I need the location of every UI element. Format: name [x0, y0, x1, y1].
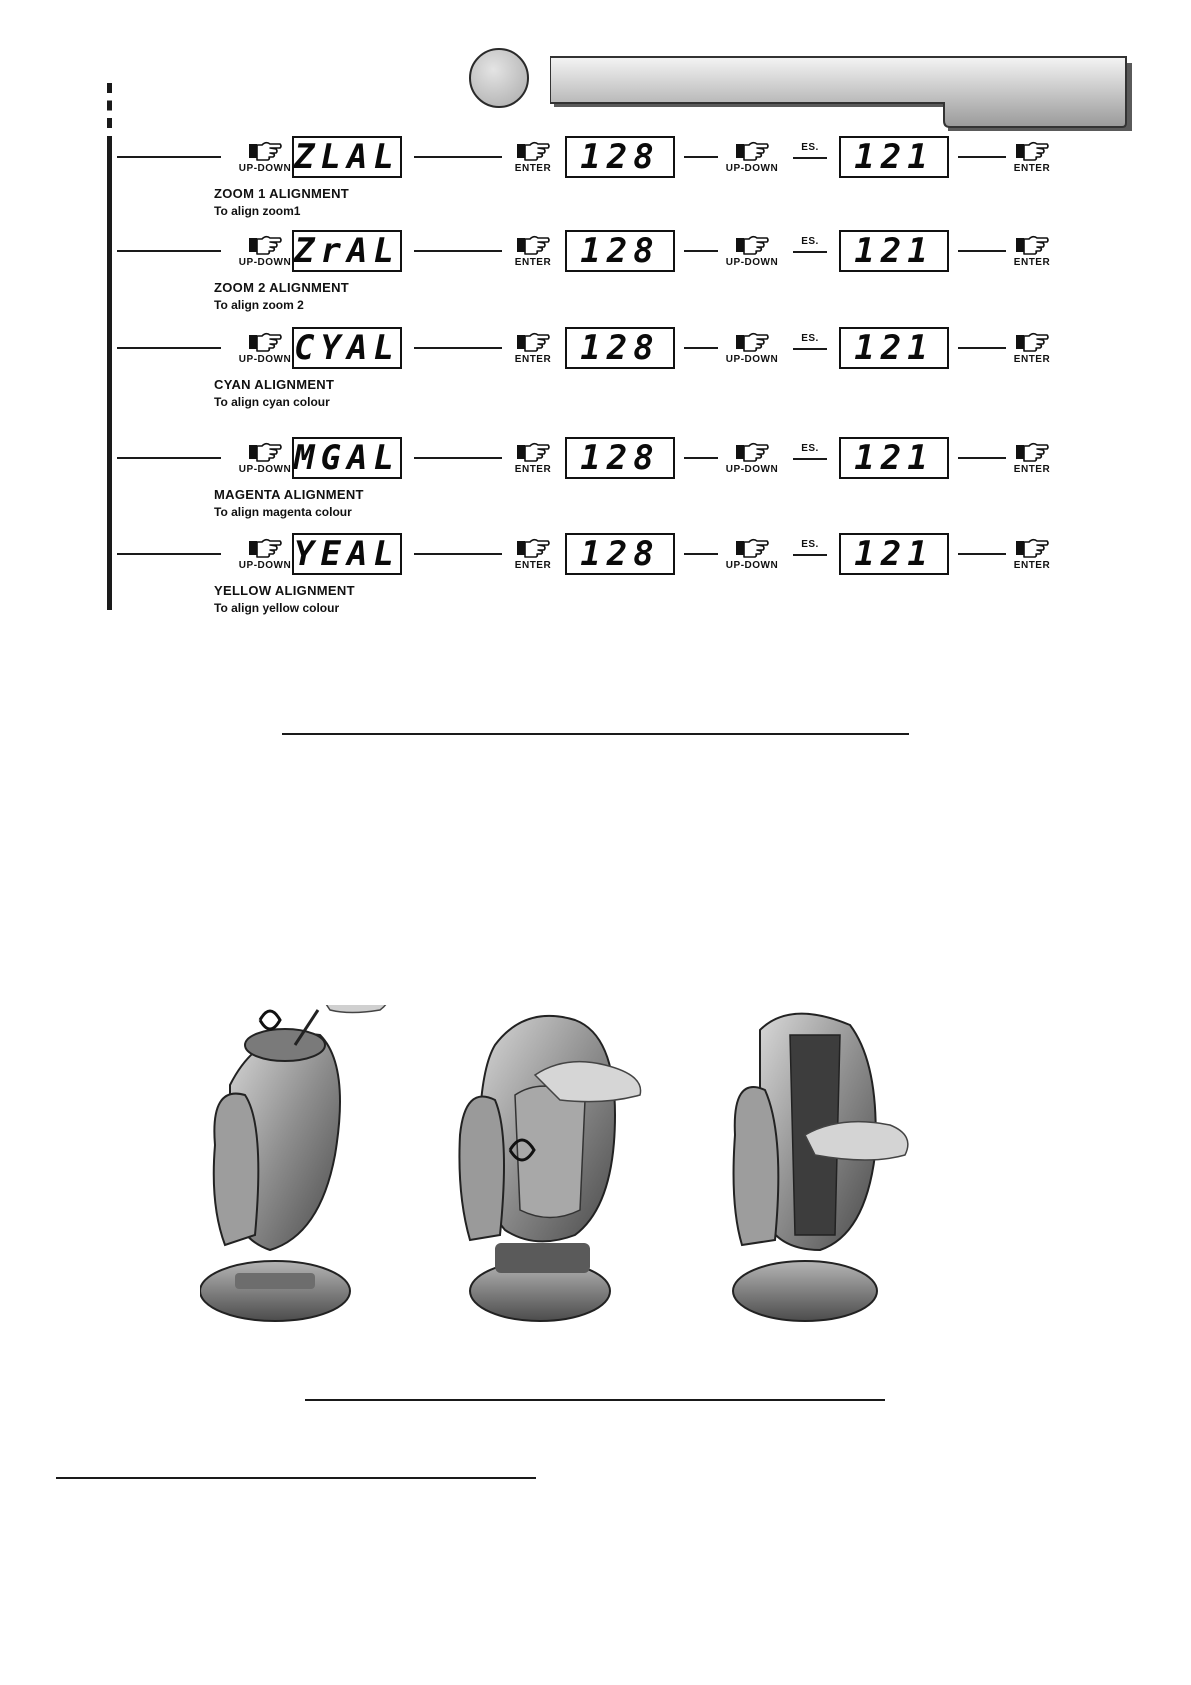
flow-connector	[414, 457, 502, 459]
key-label: ENTER	[514, 257, 552, 268]
enter-key[interactable]	[499, 140, 567, 174]
parameter-title: ZOOM 1 ALIGNMENT	[214, 186, 350, 201]
pointing-hand-icon	[735, 140, 769, 162]
example-value-display	[839, 437, 949, 479]
value-display	[565, 437, 675, 479]
parameter-description: To align magenta colour	[214, 505, 352, 519]
example-label: ES.	[801, 443, 819, 454]
parameter-description: To align yellow colour	[214, 601, 340, 615]
value-display	[565, 230, 675, 272]
key-label: UP-DOWN	[238, 560, 292, 571]
flow-connector	[414, 347, 502, 349]
flow-connector	[117, 250, 221, 252]
key-label: UP-DOWN	[725, 560, 779, 571]
enter-key[interactable]	[499, 331, 567, 365]
up-down-key[interactable]	[718, 331, 786, 365]
value-display-text: 128	[580, 328, 660, 368]
key-label: UP-DOWN	[238, 354, 292, 365]
value-display-text: 128	[580, 438, 660, 478]
menu-code-display-text: ZLAL	[294, 137, 400, 177]
pointing-hand-icon	[516, 441, 550, 463]
pointing-hand-icon	[735, 234, 769, 256]
example-value-display-text: 121	[854, 534, 934, 574]
pointing-hand-icon	[248, 234, 282, 256]
example-label: ES.	[801, 142, 819, 153]
enter-key[interactable]	[499, 441, 567, 475]
flow-connector	[117, 156, 221, 158]
menu-code-display	[292, 533, 402, 575]
menu-code-display-text: ZrAL	[294, 231, 400, 271]
parameter-title: YELLOW ALIGNMENT	[214, 583, 355, 598]
pointing-hand-icon	[1015, 331, 1049, 353]
flow-connector	[684, 250, 718, 252]
pointing-hand-icon	[516, 537, 550, 559]
figure-rule	[305, 1399, 885, 1401]
pointing-hand-icon	[735, 331, 769, 353]
key-label: ENTER	[1013, 464, 1051, 475]
key-label: UP-DOWN	[238, 163, 292, 174]
flow-connector	[414, 250, 502, 252]
flow-connector	[684, 156, 718, 158]
up-down-key[interactable]	[231, 441, 299, 475]
enter-key[interactable]	[499, 234, 567, 268]
key-label: ENTER	[514, 163, 552, 174]
enter-key[interactable]	[499, 537, 567, 571]
key-label: UP-DOWN	[238, 464, 292, 475]
key-label: ENTER	[1013, 257, 1051, 268]
flow-connector	[793, 458, 827, 460]
example-value-display	[839, 230, 949, 272]
parameter-title: CYAN ALIGNMENT	[214, 377, 335, 392]
up-down-key[interactable]	[231, 331, 299, 365]
enter-key[interactable]	[998, 441, 1066, 475]
value-display	[565, 327, 675, 369]
parameter-description: To align cyan colour	[214, 395, 330, 409]
pointing-hand-icon	[1015, 537, 1049, 559]
step1-fixture	[200, 1005, 388, 1321]
menu-branch-dashed-line	[107, 83, 112, 128]
key-label: ENTER	[514, 464, 552, 475]
key-label: UP-DOWN	[725, 354, 779, 365]
step3-fixture	[733, 1014, 908, 1321]
key-label: ENTER	[1013, 163, 1051, 174]
pointing-hand-icon	[1015, 140, 1049, 162]
pointing-hand-icon	[248, 537, 282, 559]
menu-code-display-text: CYAL	[294, 328, 400, 368]
menu-code-display	[292, 136, 402, 178]
flow-connector	[117, 457, 221, 459]
menu-code-display-text: MGAL	[294, 438, 400, 478]
pointing-hand-icon	[248, 441, 282, 463]
up-down-key[interactable]	[231, 537, 299, 571]
flow-connector	[117, 553, 221, 555]
example-value-display	[839, 533, 949, 575]
key-label: UP-DOWN	[725, 163, 779, 174]
pointing-hand-icon	[516, 140, 550, 162]
example-label: ES.	[801, 236, 819, 247]
menu-code-display	[292, 437, 402, 479]
flow-connector	[793, 348, 827, 350]
flow-connector	[684, 553, 718, 555]
example-value-display-text: 121	[854, 231, 934, 271]
enter-key[interactable]	[998, 331, 1066, 365]
section-header-tab	[550, 55, 1136, 135]
footer-rule	[56, 1477, 536, 1479]
example-value-display-text: 121	[854, 328, 934, 368]
flow-connector	[793, 251, 827, 253]
up-down-key[interactable]	[231, 140, 299, 174]
value-display	[565, 136, 675, 178]
section-rule	[282, 733, 909, 735]
flow-connector	[117, 347, 221, 349]
key-label: ENTER	[514, 354, 552, 365]
up-down-key[interactable]	[231, 234, 299, 268]
menu-branch-rail	[107, 136, 112, 610]
key-label: UP-DOWN	[725, 464, 779, 475]
flow-connector	[414, 553, 502, 555]
up-down-key[interactable]	[718, 234, 786, 268]
parameter-description: To align zoom 2	[214, 298, 304, 312]
enter-key[interactable]	[998, 234, 1066, 268]
pointing-hand-icon	[735, 537, 769, 559]
pointing-hand-icon	[1015, 441, 1049, 463]
example-value-display-text: 121	[854, 137, 934, 177]
key-label: UP-DOWN	[238, 257, 292, 268]
pointing-hand-icon	[248, 140, 282, 162]
flow-connector	[793, 157, 827, 159]
parameter-description: To align zoom1	[214, 204, 301, 218]
pointing-hand-icon	[248, 331, 282, 353]
flow-connector	[684, 347, 718, 349]
key-label: ENTER	[1013, 354, 1051, 365]
example-label: ES.	[801, 539, 819, 550]
example-value-display	[839, 136, 949, 178]
flow-connector	[414, 156, 502, 158]
up-down-key[interactable]	[718, 537, 786, 571]
value-display	[565, 533, 675, 575]
section-number-circle	[469, 48, 529, 108]
enter-key[interactable]	[998, 140, 1066, 174]
value-display-text: 128	[580, 231, 660, 271]
pointing-hand-icon	[735, 441, 769, 463]
key-label: UP-DOWN	[725, 257, 779, 268]
parameter-title: MAGENTA ALIGNMENT	[214, 487, 364, 502]
menu-code-display	[292, 327, 402, 369]
pointing-hand-icon	[516, 234, 550, 256]
pointing-hand-icon	[516, 331, 550, 353]
menu-code-display	[292, 230, 402, 272]
step2-fixture	[459, 1016, 640, 1321]
menu-code-display-text: YEAL	[294, 534, 400, 574]
value-display-text: 128	[580, 137, 660, 177]
rotate-arrow-icon	[260, 1011, 280, 1029]
key-label: ENTER	[514, 560, 552, 571]
pointing-hand-icon	[1015, 234, 1049, 256]
value-display-text: 128	[580, 534, 660, 574]
example-label: ES.	[801, 333, 819, 344]
example-value-display-text: 121	[854, 438, 934, 478]
key-label: ENTER	[1013, 560, 1051, 571]
up-down-key[interactable]	[718, 441, 786, 475]
up-down-key[interactable]	[718, 140, 786, 174]
parameter-title: ZOOM 2 ALIGNMENT	[214, 280, 350, 295]
enter-key[interactable]	[998, 537, 1066, 571]
fixture-disassembly-illustration	[200, 1005, 940, 1335]
flow-connector	[684, 457, 718, 459]
flow-connector	[793, 554, 827, 556]
example-value-display	[839, 327, 949, 369]
